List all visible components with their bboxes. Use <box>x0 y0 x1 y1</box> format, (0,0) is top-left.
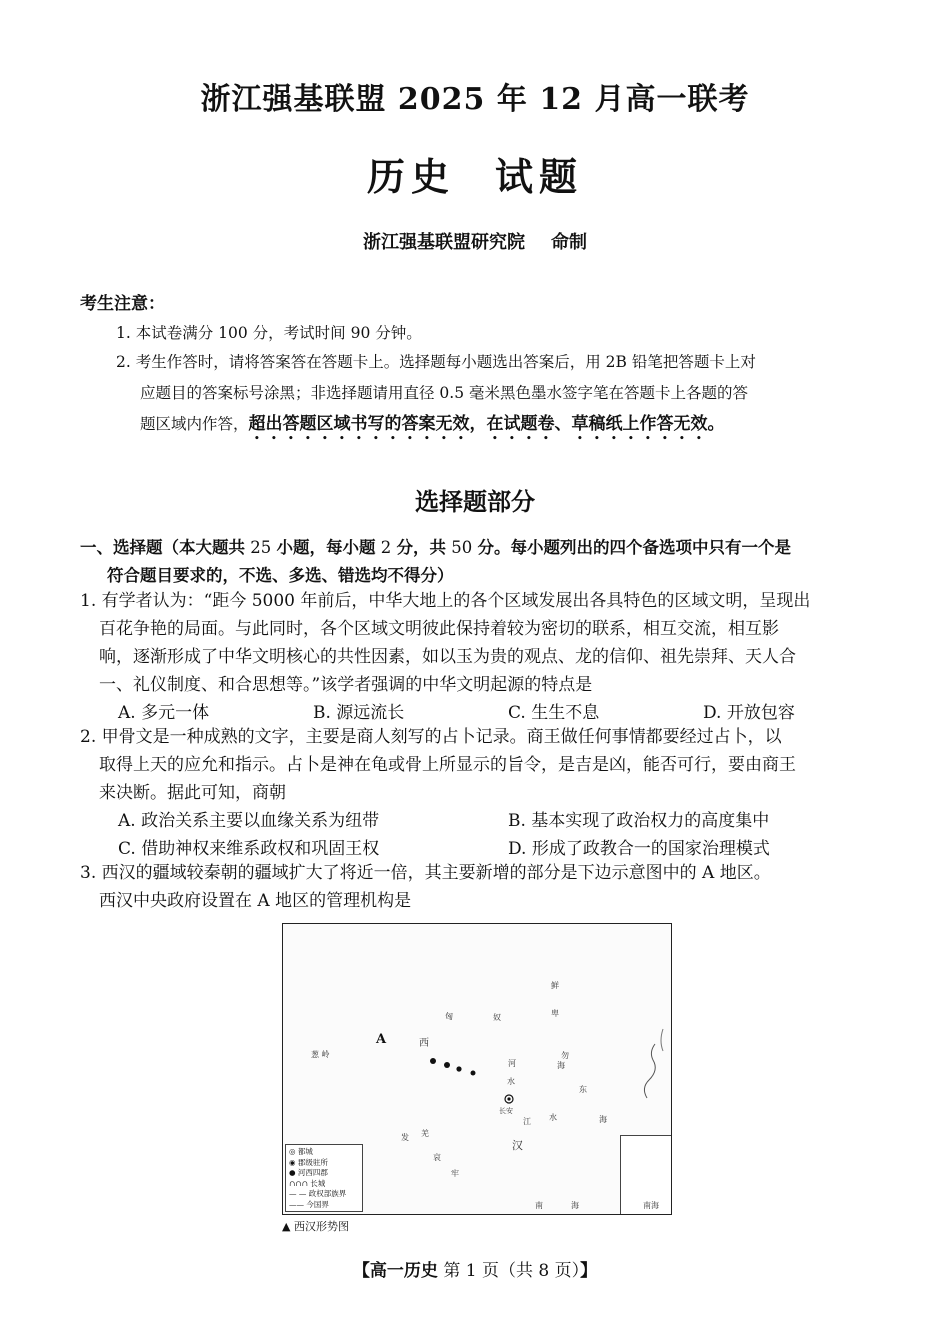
map-inset-label: 南海 <box>643 1201 659 1210</box>
legend-commandery: ◉ 郡级驻所 <box>289 1157 328 1167</box>
maker-line <box>0 228 950 254</box>
footer-page: 第 1 页（共 8 页） <box>443 1261 581 1281</box>
footer-end: 】 <box>580 1261 598 1281</box>
q1-line3: 响，逐渐形成了中华文明核心的共性因素，如以玉为贵的观点、龙的信仰、祖先崇拜、天人合 <box>99 647 796 667</box>
map-label-changan: 长安 <box>499 1107 513 1115</box>
map-label-wu: 勿 <box>561 1051 569 1060</box>
q1-line4: 一、礼仪制度、和合思想等。”该学者强调的中华文明起源的特点是 <box>99 675 593 695</box>
q1-option-a[interactable]: A. 多元一体 <box>118 703 210 723</box>
paper-name: 试题 <box>495 154 584 199</box>
notice-item-2-line2: 应题目的答案标号涂黑；非选择题请用直径 0.5 毫米黑色墨水签字笔在答题卡上各题的答 <box>140 384 749 402</box>
legend-boundary: — — 政权部族界 <box>289 1189 347 1198</box>
part1-head-b3: 分，共 <box>396 538 446 557</box>
maker-org: 浙江强基联盟研究院 <box>363 232 525 253</box>
map-label-han: 汉 <box>512 1139 523 1152</box>
map-legend <box>285 1144 363 1212</box>
subject-title <box>0 146 950 201</box>
q1-option-d[interactable]: D. 开放包容 <box>703 703 795 723</box>
notice-item-1: 1. 本试卷满分 100 分，考试时间 90 分钟。 <box>116 324 422 342</box>
legend-modern-border: —— 今国界 <box>289 1199 329 1209</box>
map-label-he: 河 <box>508 1059 516 1068</box>
map-label-nu: 奴 <box>493 1013 501 1022</box>
question-2 <box>80 723 880 863</box>
footer-bold: 【高一历史 <box>352 1261 438 1281</box>
legend-wall: ∩∩∩ 长城 <box>289 1178 326 1188</box>
map-caption: ▲ 西汉形势图 <box>282 1220 349 1233</box>
map-label-shui2: 水 <box>549 1113 557 1122</box>
q3-line1: 3. 西汉的疆域较秦朝的疆域扩大了将近一倍，其主要新增的部分是下边示意图中的 A 地区。 <box>80 863 771 883</box>
map-label-hai1: 海 <box>557 1061 565 1070</box>
q2-option-a[interactable]: A. 政治关系主要以血缘关系为纽带 <box>118 811 380 831</box>
subject-name: 历史 <box>366 154 455 199</box>
legend-capital: ◎ 都城 <box>289 1147 313 1156</box>
q1-line2: 百花争艳的局面。与此同时，各个区域文明彼此保持着较为密切的联系，相互交流，相互影 <box>99 619 779 639</box>
map-label-qiang: 羌 <box>421 1129 429 1138</box>
section-title: 选择题部分 <box>415 488 535 516</box>
map-label-xiong: 匈 <box>445 1012 453 1021</box>
q2-line3: 来决断。据此可知，商朝 <box>99 783 286 803</box>
part1-head-b4: 分。每小题列出的四个备选项中只有一个是 <box>477 538 791 557</box>
notice-item-2-line3 <box>116 409 876 444</box>
map-label-a: A <box>376 1032 387 1047</box>
map-label-lao: 牢 <box>451 1169 459 1178</box>
q2-options-row1 <box>80 807 880 835</box>
q2-line1: 2. 甲骨文是一种成熟的文字，主要是商人刻写的占卜记录。商王做任何事情都要经过占卜，以 <box>80 727 782 747</box>
map-label-shui: 水 <box>507 1077 515 1086</box>
map-label-ai: 哀 <box>433 1153 441 1162</box>
q2-line2: 取得上天的应允和指示。占卜是神在龟或骨上所显示的旨令，是吉是凶，能否可行，要由商王 <box>99 755 796 775</box>
question-3 <box>80 859 880 915</box>
part1-head-line2: 符合题目要求的，不选、多选、错选均不得分） <box>107 566 454 585</box>
part1-head-p2: 2 <box>375 538 397 557</box>
page-footer <box>0 1256 950 1281</box>
map-label-xi: 西 <box>419 1038 429 1049</box>
part1-head-b1: 一、选择题（本大题共 <box>80 538 245 557</box>
map-label-hai3: 海 <box>571 1201 579 1210</box>
part1-head-b2: 小题，每小题 <box>276 538 376 557</box>
q2-option-b[interactable]: B. 基本实现了政治权力的高度集中 <box>508 811 770 831</box>
notice-item-2-line3-plain: 题区域内作答， <box>140 415 249 433</box>
map-label-fa: 发 <box>401 1133 409 1142</box>
map-label-congling: 葱 岭 <box>311 1050 330 1059</box>
notice-heading: 考生注意： <box>80 294 165 314</box>
question-1 <box>80 587 880 727</box>
part1-heading <box>80 534 880 590</box>
notice-emphasis: 超出答题区域书写的答案无效，在试题卷、草稿纸上作答无效。 <box>248 414 725 434</box>
notice-item-2 <box>116 347 876 444</box>
part1-head-p3: 50 <box>446 538 478 557</box>
q2-option-d[interactable]: D. 形成了政教合一的国家治理模式 <box>508 839 770 859</box>
q3-line2: 西汉中央政府设置在 A 地区的管理机构是 <box>99 891 412 911</box>
map-label-xian: 鲜 <box>551 981 559 990</box>
q2-option-c[interactable]: C. 借助神权来维系政权和巩固王权 <box>118 839 380 859</box>
exam-title: 浙江强基联盟 2025 年 12 月高一联考 <box>200 82 750 117</box>
map-label-dong: 东 <box>579 1085 587 1094</box>
map-inset-south-sea <box>620 1135 671 1214</box>
legend-hexi: ● 河西四郡 <box>289 1168 328 1177</box>
map-label-jiang: 江 <box>523 1117 531 1126</box>
part1-head-p1: 25 <box>245 538 277 557</box>
q1-line1: 1. 有学者认为：“距今 5000 年前后，中华大地上的各个区域发展出各具特色的区域文明，呈现出 <box>80 591 811 611</box>
maker-word: 命制 <box>551 232 587 253</box>
map-label-hai2: 海 <box>599 1115 607 1124</box>
map-label-bei: 卑 <box>551 1009 559 1018</box>
notice-item-2-line1: 2. 考生作答时，请将答案答在答题卡上。选择题每小题选出答案后，用 2B 铅笔把答题卡上对 <box>116 353 756 371</box>
q1-option-c[interactable]: C. 生生不息 <box>508 703 600 723</box>
map-label-nan: 南 <box>535 1201 543 1210</box>
q1-option-b[interactable]: B. 源远流长 <box>313 703 405 723</box>
western-han-map <box>282 923 672 1215</box>
